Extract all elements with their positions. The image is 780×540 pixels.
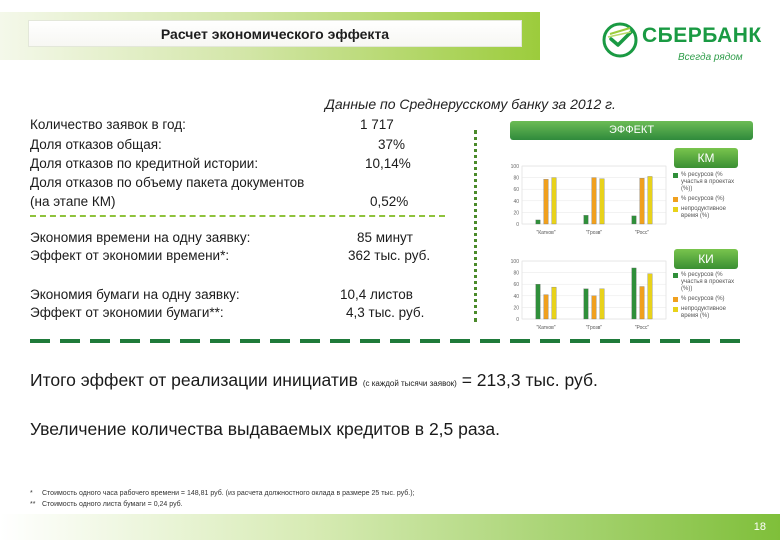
footnote-text: Стоимость одного часа рабочего времени = 148,81 руб. (из расчета должностного оклада в размере 25 тыс. руб.);	[42, 490, 415, 497]
divider-dashed	[30, 215, 445, 217]
region-note: Данные по Среднерусскому банку за 2012 г.	[325, 96, 616, 112]
total-effect-label: Итого эффект от реализации инициатив	[30, 370, 358, 390]
metric-label: Количество заявок в год:	[30, 117, 186, 132]
legend-swatch	[673, 207, 678, 212]
legend-item	[673, 196, 741, 203]
time-effect-value: 362 тыс. руб.	[348, 248, 431, 263]
footnote	[30, 501, 183, 508]
bar	[536, 220, 541, 224]
y-tick-label: 20	[513, 305, 519, 312]
metric-value: 10,14%	[365, 156, 411, 171]
bar	[600, 289, 605, 319]
bar	[648, 176, 653, 224]
footnote-mark: **	[30, 501, 36, 508]
x-tick-label: "Катков"	[536, 230, 556, 236]
page-number: 18	[753, 521, 766, 533]
bar	[648, 274, 653, 319]
bar	[600, 179, 605, 224]
paper-effect-value: 4,3 тыс. руб.	[346, 305, 425, 320]
y-tick-label: 40	[513, 198, 519, 205]
time-effect-label: Эффект от экономии времени*:	[30, 248, 230, 263]
bar	[592, 296, 597, 319]
time-savings-value: 85 минут	[357, 230, 413, 245]
legend-label: непродуктивное время (%)	[681, 306, 726, 319]
time-savings-label: Экономия времени на одну заявку:	[30, 230, 251, 245]
slide-title: Расчет экономического эффекта	[160, 26, 390, 42]
legend-item	[673, 306, 741, 320]
total-effect	[30, 370, 598, 391]
legend-label: % ресурсов (%)	[681, 296, 725, 302]
metric-value: 37%	[378, 137, 406, 152]
section-divider	[30, 339, 750, 343]
paper-savings-value: 10,4 листов	[340, 287, 413, 302]
bar	[640, 287, 645, 319]
legend-label: % ресурсов (% участья в проектах (%))	[681, 172, 735, 192]
y-tick-label: 0	[516, 222, 519, 228]
km-chart	[502, 160, 672, 238]
y-tick-label: 40	[513, 293, 519, 300]
legend-item	[673, 272, 741, 293]
legend-item	[673, 206, 741, 220]
metric-label: Доля отказов по объему пакета документов	[30, 175, 305, 190]
metric-label: (на этапе КМ)	[30, 194, 116, 209]
metric-value: 1 717	[360, 117, 394, 132]
bar	[584, 215, 589, 224]
paper-savings-label: Экономия бумаги на одну заявку:	[30, 287, 240, 302]
sberbank-logo-icon	[602, 22, 638, 58]
legend-label: непродуктивное время (%)	[681, 206, 726, 219]
y-tick-label: 60	[513, 282, 519, 289]
bar	[584, 289, 589, 319]
effect-header: ЭФФЕКТ	[510, 121, 753, 140]
logo-name: СБЕРБАНК	[642, 24, 762, 47]
y-tick-label: 100	[510, 259, 519, 265]
x-tick-label: "Грозв"	[585, 230, 603, 236]
bar	[640, 178, 645, 224]
bar	[544, 295, 549, 319]
footnote	[30, 490, 414, 497]
metric-label: Доля отказов общая:	[30, 137, 162, 152]
title-bar	[28, 20, 522, 47]
total-effect-note: (с каждой тысячи заявок)	[362, 379, 457, 388]
bar	[552, 287, 557, 319]
legend-item	[673, 172, 741, 193]
sberbank-logo	[602, 18, 772, 68]
x-tick-label: "Росс"	[634, 325, 650, 331]
legend-swatch	[673, 297, 678, 302]
credit-increase-text: Увеличение количества выдаваемых кредитов в 2,5 раза.	[30, 419, 501, 439]
ki-chart	[502, 255, 672, 333]
x-tick-label: "Грозв"	[585, 325, 603, 331]
metric-label: Доля отказов по кредитной истории:	[30, 156, 259, 171]
total-effect-value: = 213,3 тыс. руб.	[461, 370, 598, 390]
logo-slogan: Всегда рядом	[678, 52, 743, 63]
legend-label: % ресурсов (% участья в проектах (%))	[681, 272, 735, 292]
footnote-text: Стоимость одного листа бумаги = 0,24 руб.	[42, 501, 183, 508]
x-tick-label: "Росс"	[634, 230, 650, 236]
y-tick-label: 80	[513, 270, 519, 277]
legend-swatch	[673, 173, 678, 178]
bar	[632, 268, 637, 319]
km-tag: КМ	[674, 148, 738, 168]
bar	[544, 179, 549, 224]
y-tick-label: 60	[513, 187, 519, 194]
footer-band	[0, 514, 780, 540]
footnote-mark: *	[30, 490, 33, 497]
bar	[552, 178, 557, 224]
y-tick-label: 0	[516, 317, 519, 323]
ki-chart-legend	[673, 272, 741, 323]
metric-value: 0,52%	[370, 194, 409, 209]
vertical-divider	[474, 130, 477, 322]
legend-swatch	[673, 273, 678, 278]
y-tick-label: 80	[513, 175, 519, 182]
y-tick-label: 100	[510, 164, 519, 170]
bar	[632, 216, 637, 224]
bar	[536, 284, 541, 319]
legend-label: % ресурсов (%)	[681, 196, 725, 202]
bar	[592, 178, 597, 224]
legend-item	[673, 296, 741, 303]
legend-swatch	[673, 307, 678, 312]
y-tick-label: 20	[513, 210, 519, 217]
paper-effect-label: Эффект от экономии бумаги**:	[30, 305, 224, 320]
ki-tag: КИ	[674, 249, 738, 269]
km-chart-legend	[673, 172, 741, 223]
x-tick-label: "Катков"	[536, 325, 556, 331]
legend-swatch	[673, 197, 678, 202]
